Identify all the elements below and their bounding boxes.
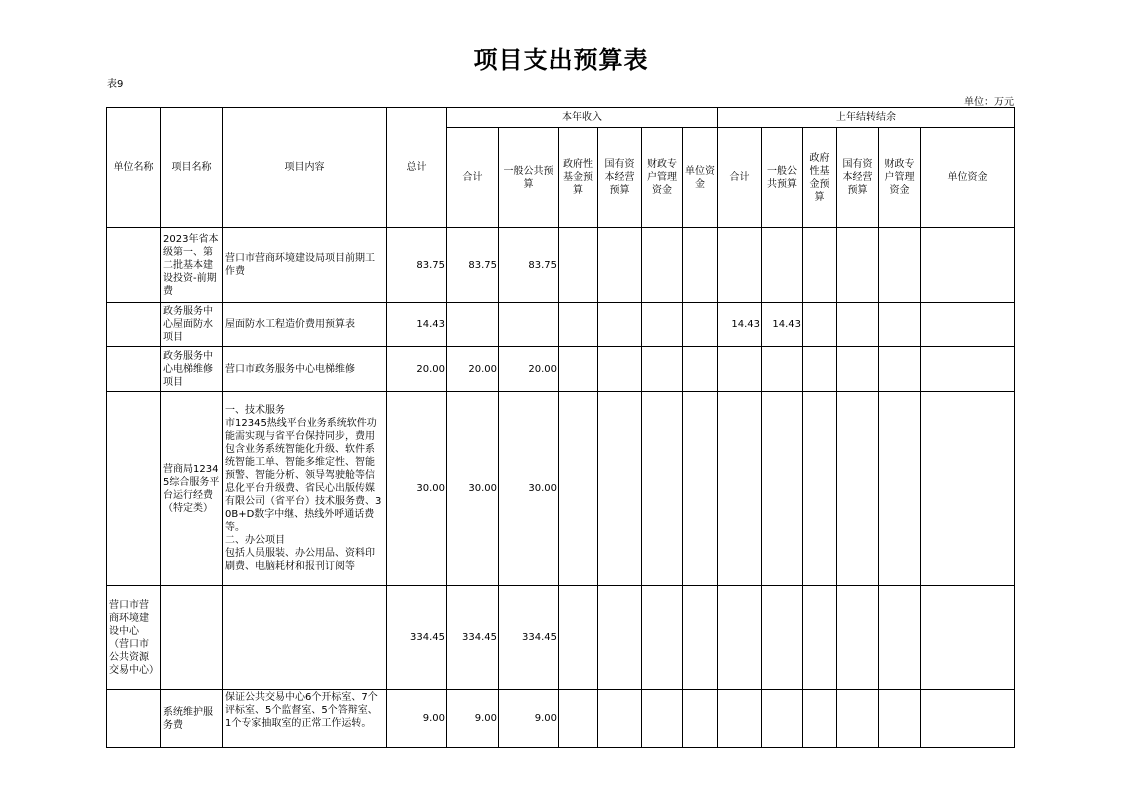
prior-general-cell — [762, 392, 803, 586]
prior-state-capital-cell — [837, 303, 879, 347]
content-line: 包括人员服装、办公用品、资料印刷费、电脑耗材和报刊订阅等 — [225, 548, 375, 572]
cur-state-capital-cell — [598, 303, 642, 347]
cur-total-cell: 83.75 — [447, 228, 499, 303]
unit-name-cell — [107, 228, 161, 303]
prior-state-capital-cell — [837, 392, 879, 586]
project-content-cell — [223, 690, 387, 748]
table-row — [107, 392, 1015, 586]
header-unit-name: 单位名称 — [107, 108, 161, 228]
prior-state-capital-cell — [837, 690, 879, 748]
content-line: 市12345热线平台业务系统软件功能需实现与省平台保持同步，费用包含业务系统智能化升级、软件系统智能工单、智能多维定性、智能预警、智能分析、领导驾驶舱等信息化平台升级费、省民心出版传媒有限公司（省平台）技术服务费、30B+D数字中继、热线外呼通话费等。 — [225, 418, 382, 533]
prior-total-cell — [718, 586, 762, 690]
prior-unit-funds-cell — [921, 690, 1015, 748]
prior-fund-cell — [803, 228, 837, 303]
project-name-cell: 2023年省本级第一、第二批基本建设投资-前期费 — [161, 228, 223, 303]
cur-state-capital-cell — [598, 690, 642, 748]
prior-general-cell — [762, 690, 803, 748]
header-project-name: 项目名称 — [161, 108, 223, 228]
prior-special-account-cell — [879, 586, 921, 690]
prior-special-account-cell — [879, 392, 921, 586]
prior-special-account-cell — [879, 347, 921, 392]
prior-state-capital-cell — [837, 586, 879, 690]
unit-name-cell: 营口市营商环境建设中心（营口市公共资源交易中心） — [107, 586, 161, 690]
header-prior-year: 上年结转结余 — [718, 108, 1015, 128]
content-line: 二、办公项目 — [225, 535, 285, 546]
cur-special-account-cell — [642, 228, 683, 303]
cur-general-cell: 9.00 — [499, 690, 559, 748]
cur-special-account-cell — [642, 586, 683, 690]
header-current-year: 本年收入 — [447, 108, 718, 128]
cur-unit-funds-cell — [683, 228, 718, 303]
total-cell: 9.00 — [387, 690, 447, 748]
prior-general-cell — [762, 586, 803, 690]
cur-special-account-cell — [642, 392, 683, 586]
cur-unit-funds-cell — [683, 347, 718, 392]
cur-total-cell: 9.00 — [447, 690, 499, 748]
cur-unit-funds-cell — [683, 392, 718, 586]
cur-general-cell: 30.00 — [499, 392, 559, 586]
cur-fund-cell — [559, 228, 598, 303]
prior-fund-cell — [803, 392, 837, 586]
prior-unit-funds-cell — [921, 303, 1015, 347]
project-content-cell: 营口市政务服务中心电梯维修 — [223, 347, 387, 392]
header-prior-special-account: 财政专户管理资金 — [879, 128, 921, 228]
total-cell: 20.00 — [387, 347, 447, 392]
prior-total-cell — [718, 347, 762, 392]
prior-special-account-cell — [879, 690, 921, 748]
header-cur-total: 合计 — [447, 128, 499, 228]
cur-total-cell: 30.00 — [447, 392, 499, 586]
cur-state-capital-cell — [598, 586, 642, 690]
unit-name-cell — [107, 303, 161, 347]
table-row — [107, 586, 1015, 690]
header-prior-state-capital: 国有资本经营预算 — [837, 128, 879, 228]
prior-total-cell — [718, 392, 762, 586]
project-name-cell: 政务服务中心电梯维修项目 — [161, 347, 223, 392]
project-content-text: 保证公共交易中心6个开标室、7个评标室、5个监督室、5个答辩室、1个专家抽取室的正常工作运转。 — [225, 692, 378, 729]
prior-unit-funds-cell — [921, 392, 1015, 586]
prior-general-cell — [762, 228, 803, 303]
prior-general-cell — [762, 347, 803, 392]
header-cur-unit-funds: 单位资金 — [683, 128, 718, 228]
prior-state-capital-cell — [837, 228, 879, 303]
page-title: 项目支出预算表 — [473, 46, 649, 74]
header-prior-fund: 政府性基金预算 — [803, 128, 837, 228]
header-cur-special-account: 财政专户管理资金 — [642, 128, 683, 228]
cur-state-capital-cell — [598, 228, 642, 303]
cur-special-account-cell — [642, 303, 683, 347]
total-cell: 30.00 — [387, 392, 447, 586]
cur-state-capital-cell — [598, 347, 642, 392]
prior-special-account-cell — [879, 303, 921, 347]
unit-name-cell — [107, 690, 161, 748]
cur-unit-funds-cell — [683, 586, 718, 690]
cur-unit-funds-cell — [683, 690, 718, 748]
prior-fund-cell — [803, 690, 837, 748]
cur-unit-funds-cell — [683, 303, 718, 347]
cur-total-cell — [447, 303, 499, 347]
prior-fund-cell — [803, 347, 837, 392]
prior-total-cell — [718, 690, 762, 748]
header-prior-unit-funds: 单位资金 — [921, 128, 1015, 228]
total-cell: 14.43 — [387, 303, 447, 347]
project-name-cell: 营商局12345综合服务平台运行经费（特定类） — [161, 392, 223, 586]
header-project-content: 项目内容 — [223, 108, 387, 228]
unit-name-cell — [107, 347, 161, 392]
table-row — [107, 690, 1015, 748]
cur-fund-cell — [559, 392, 598, 586]
cur-total-cell: 334.45 — [447, 586, 499, 690]
prior-special-account-cell — [879, 228, 921, 303]
prior-unit-funds-cell — [921, 347, 1015, 392]
prior-fund-cell — [803, 303, 837, 347]
header-cur-general: 一般公共预算 — [499, 128, 559, 228]
total-cell: 334.45 — [387, 586, 447, 690]
prior-unit-funds-cell — [921, 228, 1015, 303]
prior-fund-cell — [803, 586, 837, 690]
cur-special-account-cell — [642, 690, 683, 748]
cur-general-cell — [499, 303, 559, 347]
prior-unit-funds-cell — [921, 586, 1015, 690]
table-row — [107, 347, 1015, 392]
header-cur-fund: 政府性基金预算 — [559, 128, 598, 228]
cur-state-capital-cell — [598, 392, 642, 586]
cur-fund-cell — [559, 347, 598, 392]
cur-fund-cell — [559, 303, 598, 347]
prior-total-cell — [718, 228, 762, 303]
cur-general-cell: 83.75 — [499, 228, 559, 303]
prior-state-capital-cell — [837, 347, 879, 392]
unit-name-cell — [107, 392, 161, 586]
header-prior-general: 一般公共预算 — [762, 128, 803, 228]
cur-fund-cell — [559, 690, 598, 748]
project-content-cell — [223, 392, 387, 586]
cur-general-cell: 334.45 — [499, 586, 559, 690]
prior-total-cell: 14.43 — [718, 303, 762, 347]
project-name-cell: 系统维护服务费 — [161, 690, 223, 748]
prior-general-cell: 14.43 — [762, 303, 803, 347]
total-cell: 83.75 — [387, 228, 447, 303]
project-name-cell — [161, 586, 223, 690]
project-content-cell — [223, 586, 387, 690]
unit-label: 单位：万元 — [964, 97, 1014, 108]
cur-general-cell: 20.00 — [499, 347, 559, 392]
content-line: 一、技术服务 — [225, 405, 285, 416]
header-total: 总计 — [387, 108, 447, 228]
table-row — [107, 228, 1015, 303]
header-cur-state-capital: 国有资本经营预算 — [598, 128, 642, 228]
header-prior-total: 合计 — [718, 128, 762, 228]
cur-total-cell: 20.00 — [447, 347, 499, 392]
project-content-cell: 屋面防水工程造价费用预算表 — [223, 303, 387, 347]
table-number: 表9 — [107, 79, 124, 90]
project-name-cell: 政务服务中心屋面防水项目 — [161, 303, 223, 347]
cur-special-account-cell — [642, 347, 683, 392]
project-content-cell: 营口市营商环境建设局项目前期工作费 — [223, 228, 387, 303]
budget-table — [106, 107, 1015, 748]
table-row — [107, 303, 1015, 347]
cur-fund-cell — [559, 586, 598, 690]
